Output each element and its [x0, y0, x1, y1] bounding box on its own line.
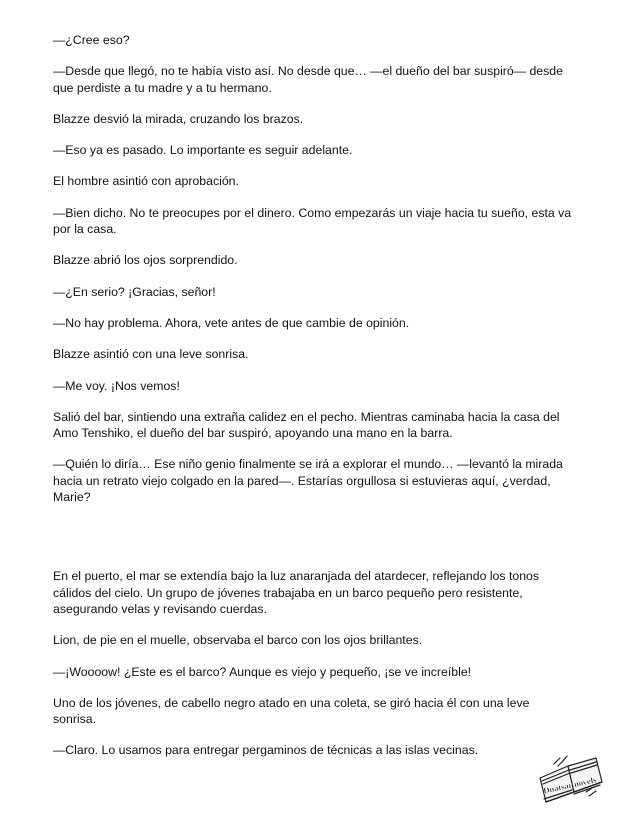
paragraph: —Claro. Lo usamos para entregar pergaminos de técnicas a las islas vecinas.: [53, 743, 479, 758]
open-book-icon: [534, 752, 606, 804]
scene-break: [53, 520, 573, 568]
logo-text: Duatsar novels: [542, 774, 598, 796]
paragraph: —Bien dicho. No te preocupes por el dinero. Como empezarás un viaje hacia tu sueño, esta va por la casa.: [53, 205, 572, 237]
paragraph: —¡Woooow! ¿Este es el barco? Aunque es viejo y pequeño, ¡se ve increíble!: [53, 664, 472, 679]
paragraph: —Desde que llegó, no te había visto así. No desde que… —el dueño del bar suspiró— desde que perdiste a tu madre y a tu hermano.: [53, 64, 563, 95]
paragraph: Blazze desvió la mirada, cruzando los brazos.: [53, 111, 304, 126]
paragraph: —No hay problema. Ahora, vete antes de que cambie de opinión.: [53, 315, 410, 330]
paragraph: En el puerto, el mar se extendía bajo la luz anaranjada del atardecer, reflejando los tonos cálidos del cielo. Un grupo de jóvenes trabajaba en un barco pequeño pero resistente, asegurando velas y revisando cuerdas.: [53, 569, 540, 616]
scene-two: [53, 568, 573, 758]
document-page: [53, 32, 573, 774]
paragraph: Salió del bar, sintiendo una extraña calidez en el pecho. Mientras caminaba hacia la casa del Amo Tenshiko, el dueño del bar suspiró, apoyando una mano en la barra.: [53, 409, 560, 441]
paragraph: Blazze abrió los ojos sorprendido.: [53, 253, 238, 268]
publisher-logo: [534, 752, 606, 804]
paragraph: —¿Cree eso?: [53, 33, 130, 47]
paragraph: —Quién lo diría… Ese niño genio finalmente se irá a explorar el mundo… —levantó la mirada hacia un retrato viejo colgado en la pared—. Estarías orgullosa si estuvieras aquí, ¿verdad, Marie?: [53, 457, 563, 505]
paragraph: Blazze asintió con una leve sonrisa.: [53, 347, 249, 362]
paragraph: Uno de los jóvenes, de cabello negro atado en una coleta, se giró hacia él con una leve sonrisa.: [53, 695, 530, 727]
paragraph: Lion, de pie en el muelle, observaba el barco con los ojos brillantes.: [53, 633, 423, 648]
scene-one: [53, 32, 573, 505]
paragraph: —Eso ya es pasado. Lo importante es seguir adelante.: [53, 143, 353, 158]
paragraph: —¿En serio? ¡Gracias, señor!: [53, 284, 216, 299]
paragraph: —Me voy. ¡Nos vemos!: [53, 378, 180, 393]
paragraph: El hombre asintió con aprobación.: [53, 174, 239, 189]
